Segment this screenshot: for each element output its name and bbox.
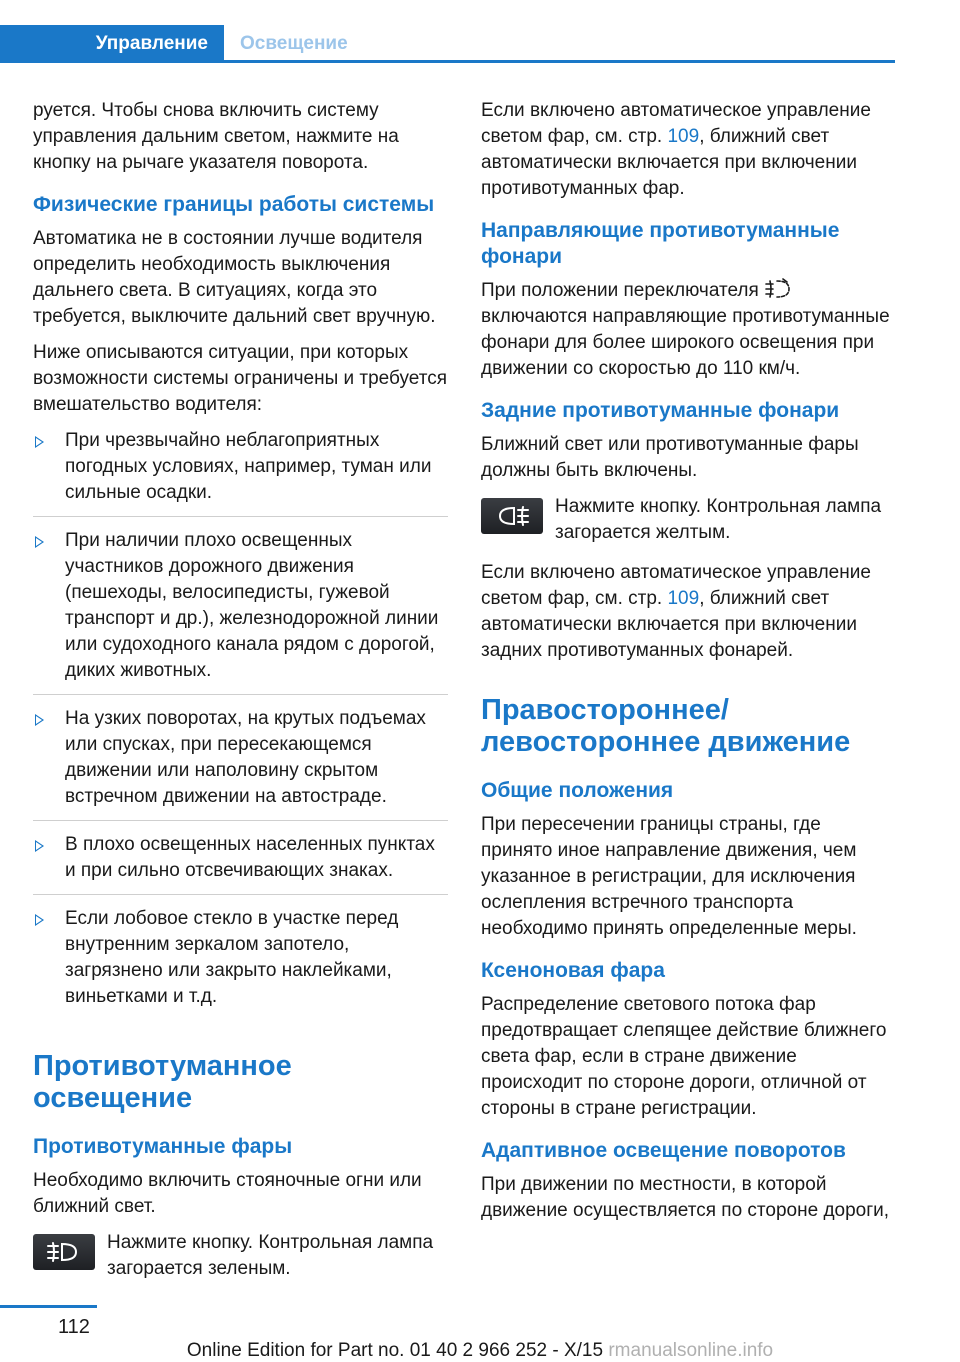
rear-fog-button-row	[481, 494, 896, 546]
front-fog-light-icon	[44, 1240, 84, 1264]
bullet-triangle-icon	[35, 436, 44, 448]
list-item-text: На узких поворотах, на крутых подъемах или спусках, при пересекающемся движении или наполовину скрытом встречном движении на автостраде.	[65, 708, 426, 807]
rear-fog-light-icon	[492, 504, 532, 528]
paragraph-cornering: При движении по местности, в которой движение осуществляется по стороне дороги,	[481, 1174, 890, 1221]
adaptive-fog-switch-icon	[763, 278, 795, 300]
header-tabs	[0, 25, 895, 63]
tab-section-lighting[interactable]: Освещение	[240, 33, 348, 54]
heading-traffic-side: Правостороннее/ левостороннее движение	[481, 694, 851, 758]
text-fragment: Если включено автоматическое управление светом фар, см. стр.	[481, 562, 871, 609]
front-fog-button-text: Нажмите кнопку. Контрольная лампа загорается зеленым.	[107, 1232, 434, 1279]
heading-adaptive-fog: Направляющие противотуманные фонари	[481, 219, 840, 268]
text-fragment: Если включено автоматическое управление светом фар, см. стр.	[481, 100, 871, 147]
rear-fog-button-text: Нажмите кнопку. Контрольная лампа загорается желтым.	[555, 496, 882, 543]
bullet-triangle-icon	[35, 840, 44, 852]
bullet-triangle-icon	[35, 714, 44, 726]
list-item	[33, 706, 448, 821]
left-column	[33, 98, 448, 1296]
paragraph-adaptive-fog	[481, 278, 896, 382]
bullet-triangle-icon	[35, 536, 44, 548]
page-number-rule	[0, 1305, 97, 1308]
heading-system-limits: Физические границы работы системы	[33, 193, 435, 216]
list-item	[33, 528, 448, 695]
list-item-text: В плохо освещенных населенных пунктах и при сильно отсвечивающих знаках.	[65, 834, 435, 881]
heading-front-fog-lights: Противотуманные фары	[33, 1135, 293, 1158]
paragraph-auto-headlights-rear	[481, 560, 896, 664]
paragraph-rear-fog: Ближний свет или противотуманные фары должны быть включены.	[481, 434, 859, 481]
text-fragment: , ближний свет автоматически включается при включении задних противотуманных фонарей.	[481, 588, 857, 661]
front-fog-button-row	[33, 1230, 448, 1282]
paragraph-xenon: Распределение светового потока фар предотвращает слепящее действие ближнего света фар, если в стране движение происходит по стороне дороги, отличной от стороны в стране регистрации.	[481, 994, 887, 1119]
paragraph-general: При пересечении границы страны, где принято иное направление движения, чем указанное в регистрации, для исключения ослепления встречного транспорта необходимо принять определенные меры.	[481, 814, 857, 939]
heading-xenon: Ксеноновая фара	[481, 959, 665, 982]
text-fragment: включаются направляющие противотуманные фонари для более широкого освещения при движении со скоростью до 110 км/ч.	[481, 306, 890, 379]
list-item-text: При наличии плохо освещенных участников дорожного движения (пешеходы, велосипедисты, гужевой транспорт и др.), железнодорожной линии или судоходного канала рядом с дорогой, диких животных.	[65, 530, 439, 681]
paragraph-situations: Ниже описываются ситуации, при которых возможности системы ограничены и требуется вмешательство водителя:	[33, 342, 448, 415]
page-link-109[interactable]: 109	[667, 588, 700, 609]
right-column	[481, 98, 896, 1234]
list-item-text: При чрезвычайно неблагоприятных погодных условиях, например, туман или сильные осадки.	[65, 430, 432, 503]
page-number: 112	[58, 1316, 90, 1338]
paragraph-front-fog: Необходимо включить стояночные огни или ближний свет.	[33, 1170, 422, 1217]
tab-section-controls[interactable]: Управление	[0, 25, 224, 63]
heading-general: Общие положения	[481, 779, 674, 802]
list-item	[33, 906, 448, 1020]
heading-fog-lighting: Противотуманное освещение	[33, 1050, 292, 1114]
paragraph-automatic: Автоматика не в состоянии лучше водителя определить необходимость выключения дальнего света. В ситуациях, когда это требуется, выключите дальний свет вручную.	[33, 228, 436, 327]
page-link-109[interactable]: 109	[667, 126, 700, 147]
header-rule	[0, 60, 895, 63]
heading-cornering: Адаптивное освещение поворотов	[481, 1139, 846, 1162]
list-item	[33, 832, 448, 895]
paragraph-auto-headlights	[481, 98, 896, 202]
list-item	[33, 428, 448, 517]
watermark-text: rmanualsonline.info	[608, 1340, 774, 1361]
front-fog-button-image	[33, 1234, 95, 1270]
edition-text: Online Edition for Part no. 01 40 2 966 252 - X/15	[186, 1340, 604, 1361]
list-item-text: Если лобовое стекло в участке перед внутренним зеркалом запотело, загрязнено или закрыто наклейками, виньетками и т.д.	[65, 908, 399, 1007]
heading-rear-fog: Задние противотуманные фонари	[481, 399, 840, 422]
bullet-triangle-icon	[35, 914, 44, 926]
paragraph-intro: руется. Чтобы снова включить систему управления дальним светом, нажмите на кнопку на рычаге указателя поворота.	[33, 100, 399, 173]
rear-fog-button-image	[481, 498, 543, 534]
text-fragment: При положении переключателя	[481, 280, 759, 301]
text-fragment: , ближний свет автоматически включается при включении противотуманных фар.	[481, 126, 857, 199]
situations-list	[33, 428, 448, 1020]
footer-edition	[0, 1340, 960, 1362]
